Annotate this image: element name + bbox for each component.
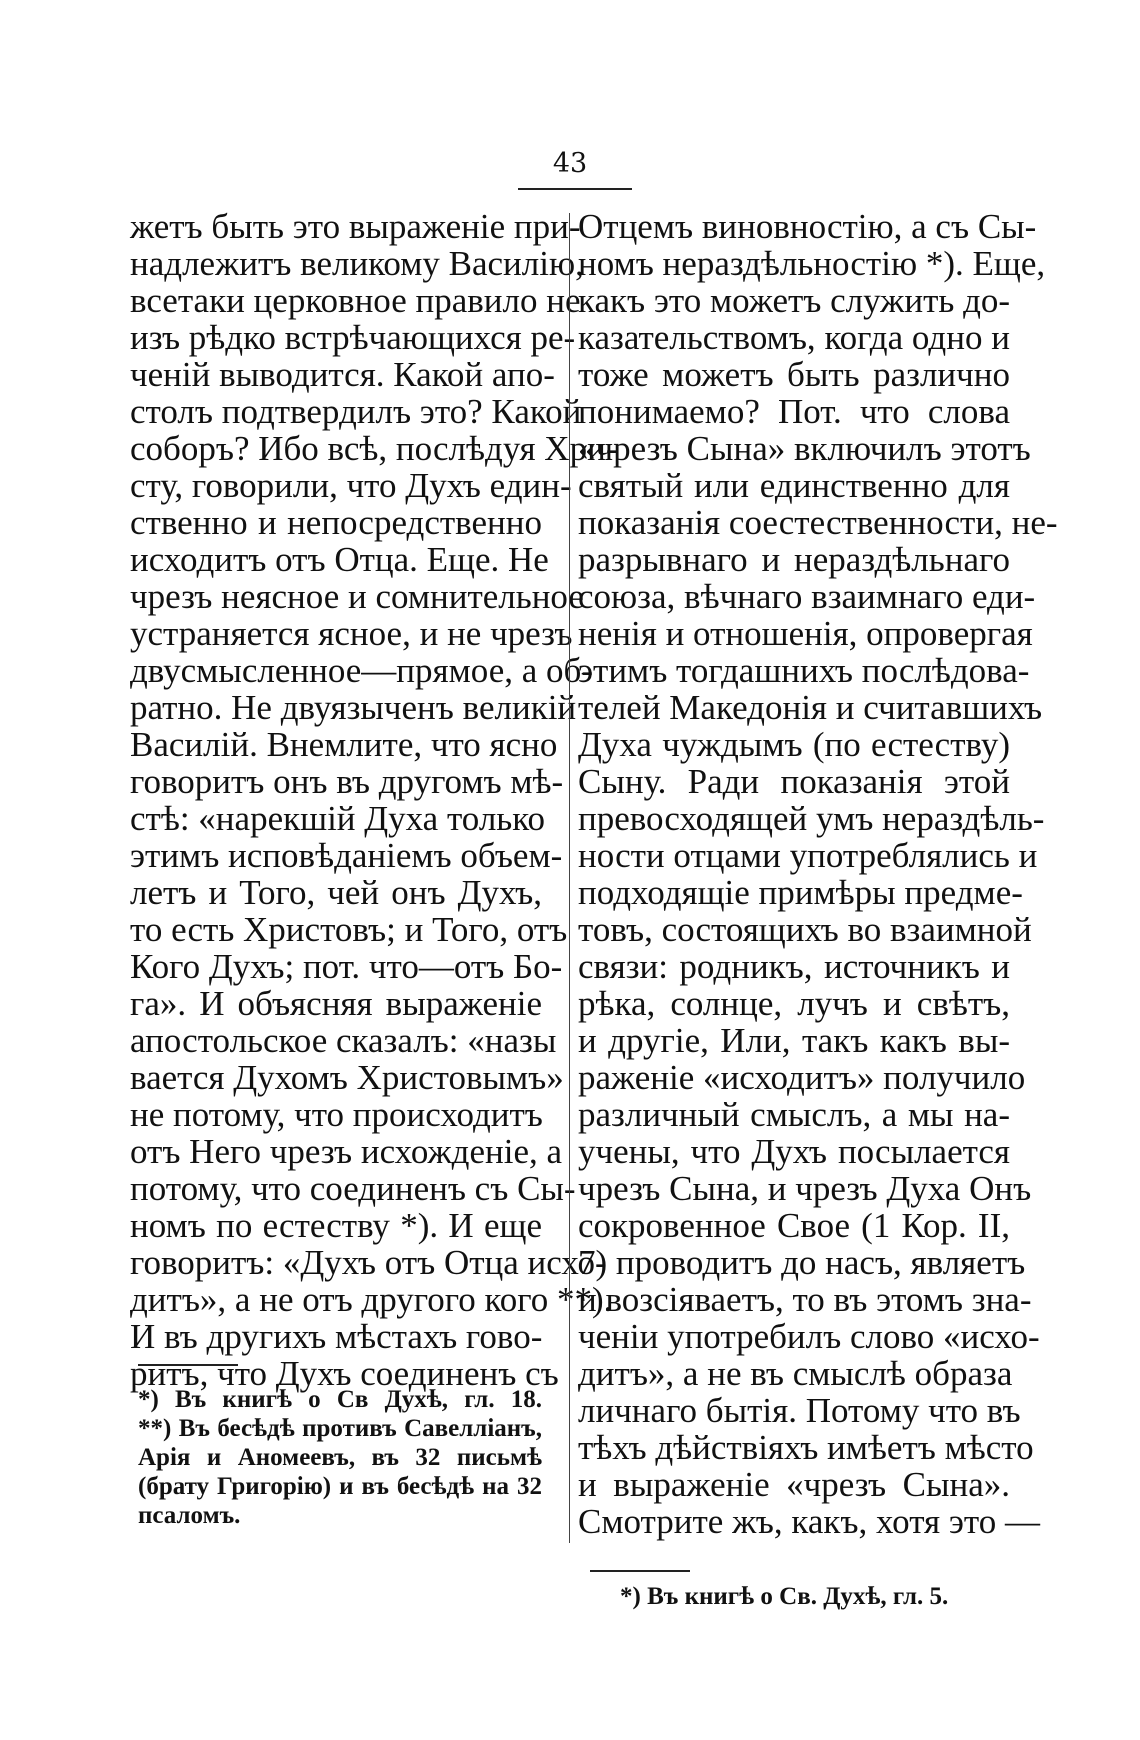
text-line: И въ другихъ мѣстахъ гово- xyxy=(130,1317,543,1356)
text-line: рѣка, солнце, лучъ и свѣтъ, xyxy=(578,984,1010,1023)
column-divider xyxy=(569,213,570,1543)
footnote-line: псаломъ. xyxy=(138,1502,241,1529)
text-line: отъ Него чрезъ исхожденіе, а xyxy=(130,1132,563,1171)
text-line: дитъ», а не отъ другого кого **). xyxy=(130,1280,613,1319)
text-line: всетаки церковное правило не xyxy=(130,281,581,320)
text-line: потому, что соединенъ съ Сы- xyxy=(130,1169,576,1208)
text-line: устраняется ясное, и не чрезъ xyxy=(130,614,573,653)
text-line: и другіе, Или, такъ какъ вы- xyxy=(578,1021,1010,1060)
text-line: превосходящей умъ нераздѣль- xyxy=(578,799,1045,838)
text-line: подходящіе примѣры предме- xyxy=(578,873,1023,912)
text-line: личнаго бытія. Потому что въ xyxy=(578,1391,1021,1430)
text-line: ченій выводится. Какой апо- xyxy=(130,355,555,394)
text-line: понимаемо? Пот. что слова xyxy=(578,392,1010,431)
text-line: жетъ быть это выраженіе при- xyxy=(130,207,581,246)
text-line: «чрезъ Сына» включилъ этотъ xyxy=(578,429,1031,468)
text-line: разрывнаго и нераздѣльнаго xyxy=(578,540,1010,579)
text-line: Сыну. Ради показанія этой xyxy=(578,762,1010,801)
text-line: номъ нераздѣльностію *). Еще, xyxy=(578,244,1046,283)
left-column xyxy=(130,207,618,1393)
text-line: учены, что Духъ посылается xyxy=(578,1132,1010,1171)
text-line: чрезъ Сына, и чрезъ Духа Онъ xyxy=(578,1169,1032,1208)
text-line: раженіе «исходитъ» получило xyxy=(578,1058,1026,1097)
text-line: ненія и отношенія, опровергая xyxy=(578,614,1033,653)
text-line: телей Македонія и считавшихъ xyxy=(578,688,1043,727)
text-line: казательствомъ, когда одно и xyxy=(578,318,1010,357)
footnote-line: *) Въ книгѣ о Св. Духѣ, гл. 5. xyxy=(620,1583,949,1610)
text-line: чрезъ неясное и сомнительное xyxy=(130,577,584,616)
text-line: летъ и Того, чей онъ Духъ, xyxy=(130,873,542,912)
text-line: сту, говорили, что Духъ един- xyxy=(130,466,572,505)
footnote-line: (брату Григорію) и въ бесѣдѣ на 32 xyxy=(138,1473,542,1500)
text-line: ратно. Не двуязыченъ великій xyxy=(130,688,577,727)
footnote-line: *) Въ книгѣ о Св Духѣ, гл. 18. xyxy=(138,1386,542,1413)
text-line: ности отцами употреблялись и xyxy=(578,836,1038,875)
text-line: ченіи употребилъ слово «исхо- xyxy=(578,1317,1040,1356)
text-line: Смотрите жъ, какъ, хотя это — xyxy=(578,1502,1040,1541)
text-line: этимъ исповѣданіемъ объем- xyxy=(130,836,563,875)
text-line: га». И объясняя выраженіе xyxy=(130,984,542,1023)
text-line: святый или единственно для xyxy=(578,466,1010,505)
text-line: какъ это можетъ служить до- xyxy=(578,281,1011,320)
text-line: различный смыслъ, а мы на- xyxy=(578,1095,1010,1134)
right-footnotes xyxy=(620,1582,1010,1611)
text-line: не потому, что происходитъ xyxy=(130,1095,543,1134)
text-line: тоже можетъ быть различно xyxy=(578,355,1010,394)
page-number-rule xyxy=(518,188,632,190)
right-column xyxy=(578,207,1058,1541)
text-line: и возсіяваетъ, то въ этомъ зна- xyxy=(578,1280,1032,1319)
text-line: ственно и непосредственно xyxy=(130,503,542,542)
footnote-line: Арія и Аномеевъ, въ 32 письмѣ xyxy=(138,1444,542,1471)
text-line: исходитъ отъ Отца. Еще. Не xyxy=(130,540,549,579)
text-line: тѣхъ дѣйствіяхъ имѣетъ мѣсто xyxy=(578,1428,1034,1467)
footnote-line: **) Въ бесѣдѣ противъ Савелліанъ, xyxy=(138,1415,542,1442)
left-footnote-rule xyxy=(138,1364,238,1366)
text-line: стѣ: «нарекшій Духа только xyxy=(130,799,545,838)
text-line: 7) проводитъ до насъ, являетъ xyxy=(578,1243,1026,1282)
text-line: союза, вѣчнаго взаимнаго еди- xyxy=(578,577,1036,616)
text-line: столъ подтвердилъ это? Какой xyxy=(130,392,582,431)
text-line: говоритъ онъ въ другомъ мѣ- xyxy=(130,762,564,801)
text-line: связи: родникъ, источникъ и xyxy=(578,947,1010,986)
text-line: апостольское сказалъ: «назы xyxy=(130,1021,557,1060)
text-line: то есть Христовъ; и Того, отъ xyxy=(130,910,568,949)
text-line: вается Духомъ Христовымъ» xyxy=(130,1058,564,1097)
left-footnotes xyxy=(138,1385,542,1530)
text-line: Василій. Внемлите, что ясно xyxy=(130,725,558,764)
text-line: говоритъ: «Духъ отъ Отца исхо- xyxy=(130,1243,607,1282)
text-line: надлежитъ великому Василію, xyxy=(130,244,584,283)
text-line: изъ рѣдко встрѣчающихся ре- xyxy=(130,318,576,357)
text-line: дитъ», а не въ смыслѣ образа xyxy=(578,1354,1013,1393)
text-line: этимъ тогдашнихъ послѣдова- xyxy=(578,651,1030,690)
text-line: сокровенное Свое (1 Кор. II, xyxy=(578,1206,1010,1245)
text-line: показанія соестественности, не- xyxy=(578,503,1058,542)
page-number: 43 xyxy=(552,148,588,179)
text-line: товъ, состоящихъ во взаимной xyxy=(578,910,1032,949)
text-line: Духа чуждымъ (по естеству) xyxy=(578,725,1010,764)
text-line: и выраженіе «чрезъ Сына». xyxy=(578,1465,1010,1504)
text-line: Кого Духъ; пот. что—отъ Бо- xyxy=(130,947,563,986)
text-line: соборъ? Ибо всѣ, послѣдуя Хри- xyxy=(130,429,618,468)
text-line: номъ по естеству *). И еще xyxy=(130,1206,542,1245)
text-line: двусмысленное—прямое, а об- xyxy=(130,651,593,690)
text-line: Отцемъ виновностію, а съ Сы- xyxy=(578,207,1037,246)
text-line: ритъ, что Духъ соединенъ съ xyxy=(130,1354,559,1393)
right-footnote-rule xyxy=(590,1570,690,1572)
